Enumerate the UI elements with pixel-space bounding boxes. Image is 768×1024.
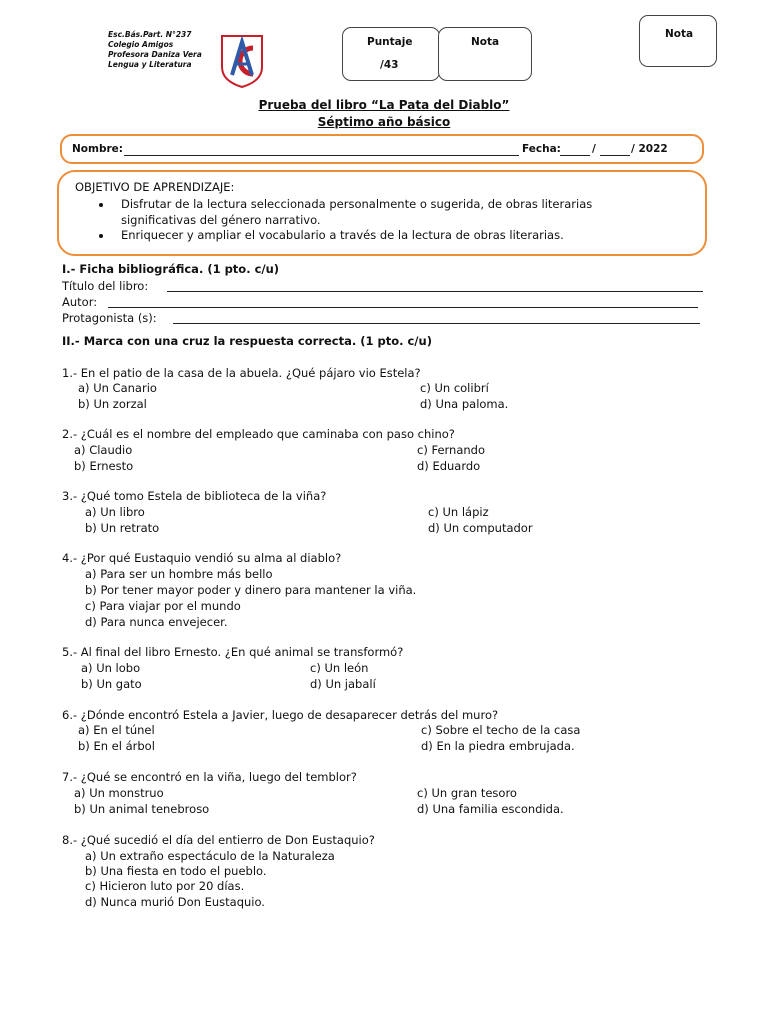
name-field[interactable] xyxy=(124,155,519,156)
option-6d[interactable]: d) En la piedra embrujada. xyxy=(421,739,575,753)
puntaje-box xyxy=(342,27,440,81)
option-6c[interactable]: c) Sobre el techo de la casa xyxy=(421,723,581,737)
option-4c[interactable]: c) Para viajar por el mundo xyxy=(85,599,241,613)
school-line: Colegio Amigos xyxy=(108,40,174,49)
option-2d[interactable]: d) Eduardo xyxy=(417,459,481,473)
option-5c[interactable]: c) Un león xyxy=(310,661,369,675)
page-title: Prueba del libro “La Pata del Diablo” xyxy=(258,98,510,112)
option-1d[interactable]: d) Una paloma. xyxy=(420,397,509,411)
field-title-input[interactable] xyxy=(167,291,703,292)
nota-corner-box xyxy=(639,15,717,67)
option-5d[interactable]: d) Un jabalí xyxy=(310,677,376,691)
option-8d[interactable]: d) Nunca murió Don Eustaquio. xyxy=(85,895,265,909)
bullet-icon xyxy=(99,234,103,238)
objective-bullet-1: Disfrutar de la lectura seleccionada personalmente o sugerida, de obras literarias xyxy=(121,197,593,211)
school-line: Esc.Bás.Part. N°237 xyxy=(108,30,192,39)
section2-heading: II.- Marca con una cruz la respuesta correcta. (1 pto. c/u) xyxy=(62,334,432,348)
page-subtitle: Séptimo año básico xyxy=(317,115,451,129)
option-8b[interactable]: b) Una fiesta en todo el pueblo. xyxy=(85,864,267,878)
name-date-box xyxy=(60,134,704,164)
option-4b[interactable]: b) Por tener mayor poder y dinero para mantener la viña. xyxy=(85,583,417,597)
question-3: 3.- ¿Qué tomo Estela de biblioteca de la viña? xyxy=(62,489,327,503)
fecha-month-field[interactable] xyxy=(600,155,630,156)
fecha-sep: / xyxy=(592,143,596,155)
bullet-icon xyxy=(99,203,103,207)
objective-box xyxy=(57,170,707,256)
option-5a[interactable]: a) Un lobo xyxy=(81,661,141,675)
name-label: Nombre: xyxy=(72,143,123,155)
option-1b[interactable]: b) Un zorzal xyxy=(78,397,147,411)
school-logo-icon xyxy=(219,33,265,89)
option-3d[interactable]: d) Un computador xyxy=(428,521,533,535)
option-4d[interactable]: d) Para nunca envejecer. xyxy=(85,615,228,629)
option-7b[interactable]: b) Un animal tenebroso xyxy=(74,802,210,816)
school-info xyxy=(108,30,202,70)
option-1c[interactable]: c) Un colibrí xyxy=(420,381,489,395)
option-6a[interactable]: a) En el túnel xyxy=(78,723,155,737)
puntaje-label: Puntaje xyxy=(367,36,413,48)
option-3c[interactable]: c) Un lápiz xyxy=(428,505,489,519)
field-title-label: Título del libro: xyxy=(62,279,149,293)
nota-corner-label: Nota xyxy=(665,28,694,40)
question-6: 6.- ¿Dónde encontró Estela a Javier, luego de desaparecer detrás del muro? xyxy=(62,708,499,722)
question-7: 7.- ¿Qué se encontró en la viña, luego del temblor? xyxy=(62,770,357,784)
objective-bullet-2: Enriquecer y ampliar el vocabulario a través de la lectura de obras literarias. xyxy=(121,228,564,242)
option-8c[interactable]: c) Hicieron luto por 20 días. xyxy=(85,879,245,893)
option-2b[interactable]: b) Ernesto xyxy=(74,459,134,473)
option-7a[interactable]: a) Un monstruo xyxy=(74,786,164,800)
nota-box xyxy=(438,27,532,81)
fecha-day-field[interactable] xyxy=(560,155,590,156)
field-protagonist-input[interactable] xyxy=(173,323,700,324)
option-2c[interactable]: c) Fernando xyxy=(417,443,486,457)
option-3b[interactable]: b) Un retrato xyxy=(85,521,160,535)
school-line: Lengua y Literatura xyxy=(108,60,192,69)
nota-label: Nota xyxy=(471,36,500,48)
field-author-label: Autor: xyxy=(62,295,98,309)
field-author-input[interactable] xyxy=(108,307,698,308)
option-2a[interactable]: a) Claudio xyxy=(74,443,133,457)
question-2: 2.- ¿Cuál es el nombre del empleado que caminaba con paso chino? xyxy=(62,427,455,441)
question-5: 5.- Al final del libro Ernesto. ¿En qué animal se transformó? xyxy=(62,645,404,659)
field-protagonist-label: Protagonista (s): xyxy=(62,311,157,325)
question-4: 4.- ¿Por qué Eustaquio vendió su alma al diablo? xyxy=(62,551,342,565)
option-6b[interactable]: b) En el árbol xyxy=(78,739,155,753)
option-7d[interactable]: d) Una familia escondida. xyxy=(417,802,564,816)
objective-bullet-1-cont: significativas del género narrativo. xyxy=(121,213,321,227)
option-4a[interactable]: a) Para ser un hombre más bello xyxy=(85,567,273,581)
fecha-year: / 2022 xyxy=(631,143,668,155)
option-1a[interactable]: a) Un Canario xyxy=(78,381,157,395)
question-1: 1.- En el patio de la casa de la abuela. ¿Qué pájaro vio Estela? xyxy=(62,366,421,380)
section1-heading: I.- Ficha bibliográfica. (1 pto. c/u) xyxy=(62,262,280,276)
option-3a[interactable]: a) Un libro xyxy=(85,505,145,519)
question-8: 8.- ¿Qué sucedió el día del entierro de Don Eustaquio? xyxy=(62,833,375,847)
objective-heading: OBJETIVO DE APRENDIZAJE: xyxy=(75,180,235,194)
puntaje-value: /43 xyxy=(380,59,399,71)
school-line: Profesora Daniza Vera xyxy=(108,50,202,59)
fecha-label: Fecha: xyxy=(522,143,561,155)
option-8a[interactable]: a) Un extraño espectáculo de la Naturaleza xyxy=(85,849,335,863)
option-5b[interactable]: b) Un gato xyxy=(81,677,142,691)
option-7c[interactable]: c) Un gran tesoro xyxy=(417,786,517,800)
